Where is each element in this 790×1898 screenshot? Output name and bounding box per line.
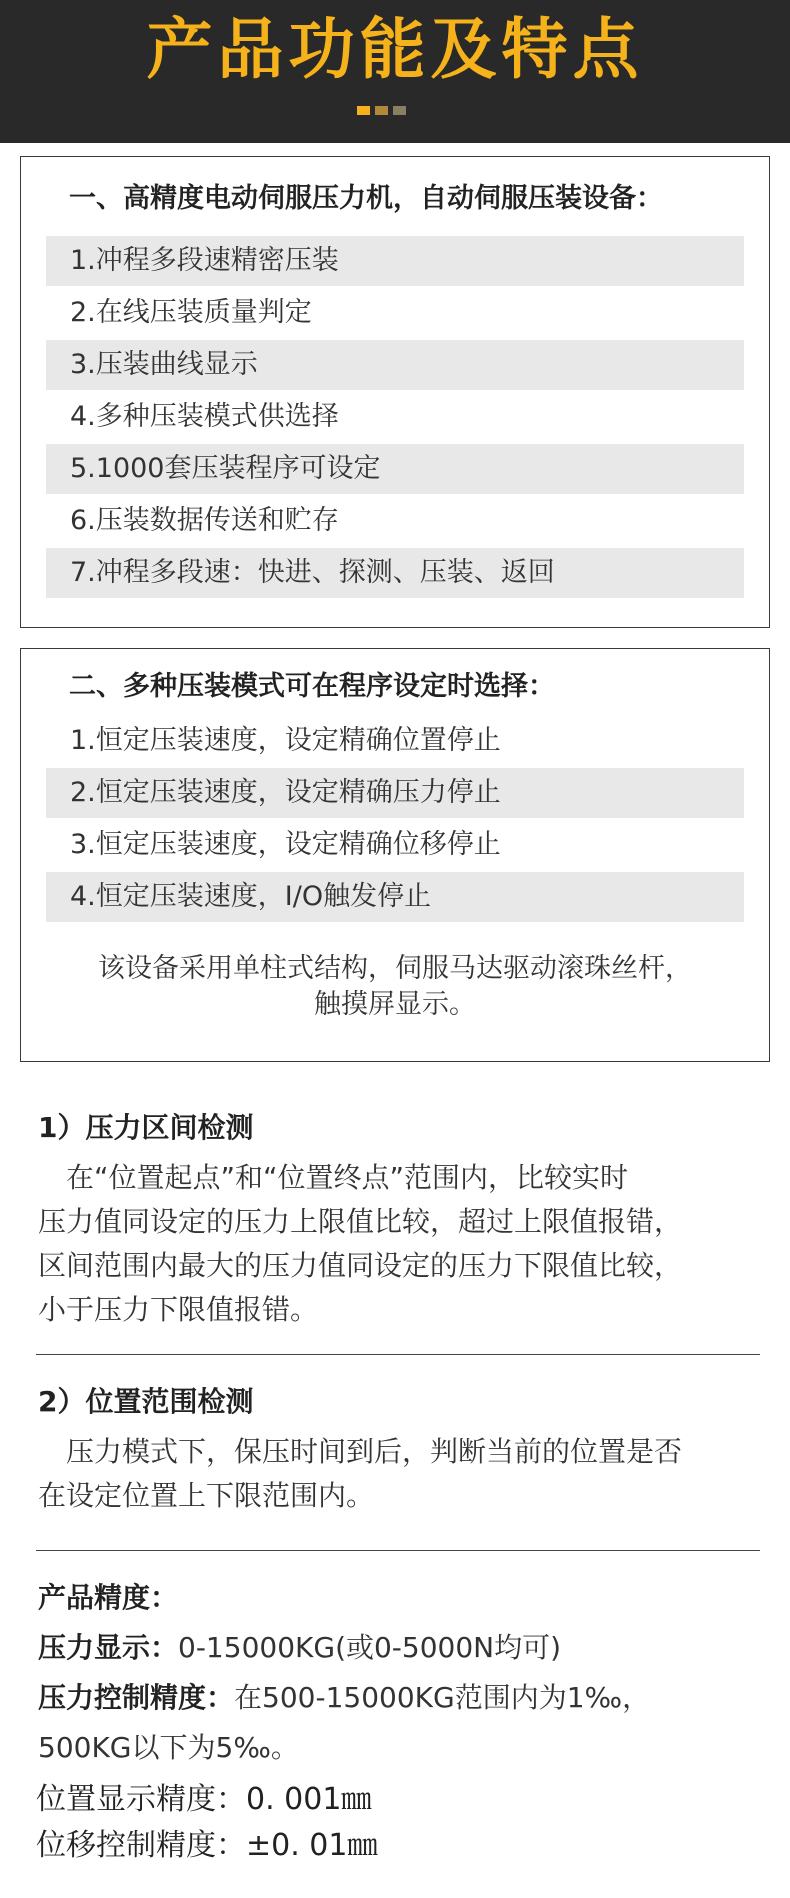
divider [36, 1550, 760, 1551]
pressure-detection-line: 区间范围内最大的压力值同设定的压力下限值比较， [38, 1249, 683, 1282]
position-detection-line: 压力模式下，保压时间到后，判断当前的位置是否 [38, 1435, 683, 1468]
modes-title: 二、多种压装模式可在程序设定时选择： [69, 671, 555, 702]
spec-label: 位置显示精度： [36, 1782, 246, 1817]
spec-label: 位移控制精度： [36, 1828, 246, 1863]
pressure-detection-line: 小于压力下限值报错。 [38, 1293, 319, 1326]
page-title: 产品功能及特点 [146, 11, 644, 88]
feature-item: 1.冲程多段速精密压装 [46, 236, 744, 286]
position-display-spec [36, 1778, 371, 1822]
pressure-detection-heading: 1）压力区间检测 [38, 1111, 254, 1144]
position-detection-heading: 2）位置范围检测 [38, 1385, 254, 1418]
header-banner [0, 0, 790, 143]
pressure-detection-line: 在“位置起点”和“位置终点”范围内，比较实时 [38, 1161, 629, 1194]
pressure-control-spec [38, 1678, 650, 1718]
mode-item: 1.恒定压装速度，设定精确位置停止 [70, 725, 501, 756]
precision-heading: 产品精度： [38, 1581, 179, 1614]
pressure-detection-line: 压力值同设定的压力上限值比较，超过上限值报错， [38, 1205, 683, 1238]
features-title: 一、高精度电动伺服压力机，自动伺服压装设备： [69, 183, 663, 214]
position-detection-line: 在设定位置上下限范围内。 [38, 1479, 375, 1512]
spec-value: ±0. 01㎜ [246, 1828, 378, 1863]
mode-item: 4.恒定压装速度，I/O触发停止 [46, 872, 744, 922]
mode-item: 2.恒定压装速度，设定精确压力停止 [46, 768, 744, 818]
features-box [20, 156, 770, 628]
spec-value: 在500-15000KG范围内为1‰， [234, 1681, 651, 1714]
pressure-control-spec-continued: 500KG以下为5‰。 [38, 1731, 299, 1764]
feature-item: 2.在线压装质量判定 [70, 297, 312, 328]
spec-value: 0. 001㎜ [246, 1782, 372, 1817]
spec-label: 压力控制精度： [38, 1681, 235, 1714]
feature-item: 3.压装曲线显示 [46, 340, 744, 390]
decoration-dot [393, 106, 406, 115]
feature-item: 5.1000套压装程序可设定 [46, 444, 744, 494]
displacement-control-spec [36, 1824, 377, 1868]
structure-note: 该设备采用单柱式结构，伺服马达驱动滚珠丝杆， [98, 953, 692, 984]
feature-item: 7.冲程多段速：快进、探测、压装、返回 [46, 548, 744, 598]
modes-box [20, 648, 770, 1062]
feature-item: 6.压装数据传送和贮存 [70, 505, 339, 536]
divider [36, 1354, 760, 1355]
structure-note: 触摸屏显示。 [314, 989, 476, 1020]
decoration-dot [357, 106, 370, 115]
feature-item: 4.多种压装模式供选择 [70, 401, 339, 432]
spec-value: 0-15000KG(或0-5000N均可) [178, 1631, 562, 1664]
mode-item: 3.恒定压装速度，设定精确位移停止 [70, 829, 501, 860]
spec-label: 压力显示： [38, 1631, 179, 1664]
pressure-display-spec [38, 1628, 561, 1668]
decoration-dot [375, 106, 388, 115]
